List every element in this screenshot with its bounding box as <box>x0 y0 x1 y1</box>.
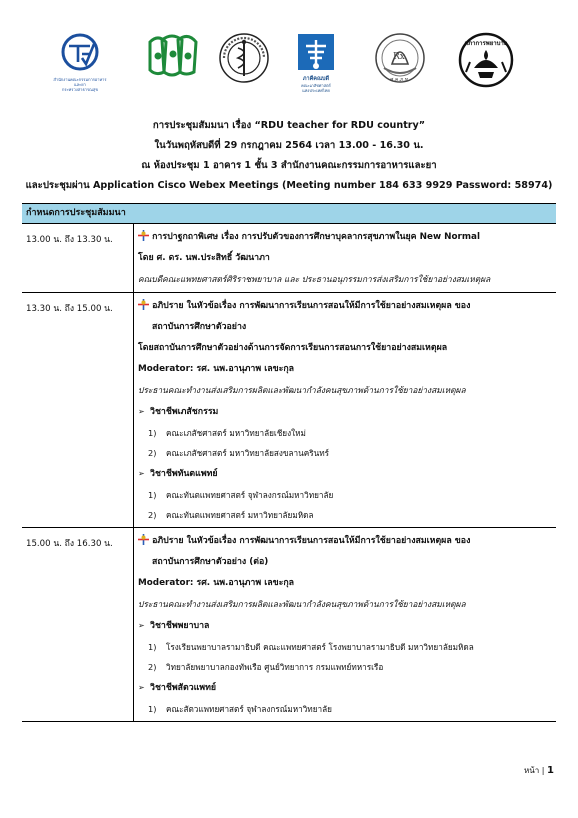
arrow-bullet-icon: ➢ <box>138 469 145 478</box>
logo-caption-line: ศ.ค.ภ.ท. <box>390 77 410 83</box>
moderator-role: ประธานคณะทำงานส่งเสริมการผลิตและพัฒนากำลังคนสุขภาพด้านการใช้ยาอย่างสมเหตุผล <box>138 599 466 609</box>
agenda-table <box>22 203 556 722</box>
page-number: หน้า | 1 <box>524 765 554 776</box>
group-heading: วิชาชีพพยาบาล <box>150 621 210 631</box>
session-moderator: Moderator: รศ. นพ.อานุภาพ เลขะกุล <box>138 578 295 588</box>
group-heading: วิชาชีพเภสัชกรรม <box>150 407 219 417</box>
meeting-header <box>22 116 556 196</box>
list-item: 2) คณะทันตแพทยศาสตร์ มหาวิทยาลัยมหิดล <box>148 510 314 520</box>
speaker-role: คณบดีคณะแพทยศาสตร์ศิริราชพยาบาล และ ประธานอนุกรรมการส่งเสริมการใช้ยาอย่างสมเหตุผล <box>138 274 491 284</box>
agenda-time: 13.00 น. ถึง 13.30 น. <box>22 224 134 292</box>
logo-caption-line: คณะเภสัชศาสตร์ <box>301 83 331 88</box>
pushpin-icon <box>138 232 149 242</box>
session-title-cont: สถาบันการศึกษาตัวอย่าง <box>152 322 247 332</box>
session-moderator: Moderator: รศ. นพ.อานุภาพ เลขะกุล <box>138 364 295 374</box>
list-item: 2) วิทยาลัยพยาบาลกองทัพเรือ ศูนย์วิทยาการ กรมแพทย์ทหารเรือ <box>148 662 384 672</box>
session-title: อภิปราย ในหัวข้อเรื่อง การพัฒนาการเรียนการสอนให้มีการใช้ยาอย่างสมเหตุผล ของ <box>152 536 471 546</box>
logo-caption-line: ภาคีคณบดี <box>302 76 330 82</box>
medical-council-seal <box>218 32 270 84</box>
fda-green-logo <box>146 32 200 80</box>
moderator-role: ประธานคณะทำงานส่งเสริมการผลิตและพัฒนากำลังคนสุขภาพด้านการใช้ยาอย่างสมเหตุผล <box>138 385 466 395</box>
session-speaker: โดย ศ. ดร. นพ.ประสิทธิ์ วัฒนาภา <box>138 253 270 263</box>
session-title-cont: สถาบันการศึกษาตัวอย่าง (ต่อ) <box>152 557 269 567</box>
logo-caption-line: สำนักงานคณะกรรมการอาหารและยา <box>53 77 107 87</box>
logo-caption-line: แห่งประเทศไทย <box>302 88 330 93</box>
meeting-title: การประชุมสัมมนา เรื่อง “RDU teacher for RDU country” <box>152 120 426 131</box>
agenda-caption: กำหนดการประชุมสัมมนา <box>22 204 556 224</box>
group-heading: วิชาชีพทันตแพทย์ <box>150 469 218 479</box>
agenda-row <box>22 293 556 528</box>
logo-row <box>0 32 578 96</box>
list-item: 1) โรงเรียนพยาบาลรามาธิบดี คณะแพทยศาสตร์ โรงพยาบาลรามาธิบดี มหาวิทยาลัยมหิดล <box>148 642 474 652</box>
rx-glyph: Rx <box>393 52 405 62</box>
page-number-value: 1 <box>547 765 554 776</box>
pushpin-icon <box>138 536 149 546</box>
arrow-bullet-icon: ➢ <box>138 407 145 416</box>
arrow-bullet-icon: ➢ <box>138 683 145 692</box>
session-title: การปาฐกถาพิเศษ เรื่อง การปรับตัวของการศึกษาบุคลากรสุขภาพในยุค New Normal <box>152 232 480 242</box>
logo-top-text: สภาการพยาบาล <box>464 40 508 47</box>
agenda-row <box>22 224 556 293</box>
agenda-content <box>134 528 556 721</box>
pharmacy-council-seal <box>374 32 426 84</box>
page-label: หน้า <box>524 766 540 775</box>
meeting-date: ในวันพฤหัสบดีที่ 29 กรกฎาคม 2564 เวลา 13.00 - 16.30 น. <box>154 140 424 151</box>
list-item: 2) คณะเภสัชศาสตร์ มหาวิทยาลัยสงขลานครินทร์ <box>148 448 329 458</box>
session-title: อภิปราย ในหัวข้อเรื่อง การพัฒนาการเรียนการสอนให้มีการใช้ยาอย่างสมเหตุผล ของ <box>152 301 471 311</box>
session-byline: โดยสถาบันการศึกษาตัวอย่างด้านการจัดการเรียนการสอนการใช้ยาอย่างสมเหตุผล <box>138 343 448 353</box>
agenda-content <box>134 224 556 292</box>
agenda-content <box>134 293 556 527</box>
meeting-online-info: และประชุมผ่าน Application Cisco Webex Meetings (Meeting number 184 633 9929 Password: 58974) <box>25 180 553 191</box>
pushpin-icon <box>138 301 149 311</box>
logo-caption-line: กระทรวงสาธารณสุข <box>61 87 99 92</box>
arrow-bullet-icon: ➢ <box>138 621 145 630</box>
group-heading: วิชาชีพสัตวแพทย์ <box>150 683 217 693</box>
agenda-time: 13.30 น. ถึง 15.00 น. <box>22 293 134 527</box>
nhso-logo <box>50 32 110 92</box>
pharmacy-association-logo <box>286 32 346 93</box>
list-item: 1) คณะทันตแพทยศาสตร์ จุฬาลงกรณ์มหาวิทยาลัย <box>148 490 334 500</box>
meeting-venue: ณ ห้องประชุม 1 อาคาร 1 ชั้น 3 สำนักงานคณะกรรมการอาหารและยา <box>141 160 437 171</box>
agenda-time: 15.00 น. ถึง 16.30 น. <box>22 528 134 721</box>
agenda-row <box>22 528 556 721</box>
list-item: 1) คณะสัตวแพทยศาสตร์ จุฬาลงกรณ์มหาวิทยาลัย <box>148 704 332 714</box>
list-item: 1) คณะเภสัชศาสตร์ มหาวิทยาลัยเชียงใหม่ <box>148 428 306 438</box>
nursing-council-logo <box>458 32 514 88</box>
